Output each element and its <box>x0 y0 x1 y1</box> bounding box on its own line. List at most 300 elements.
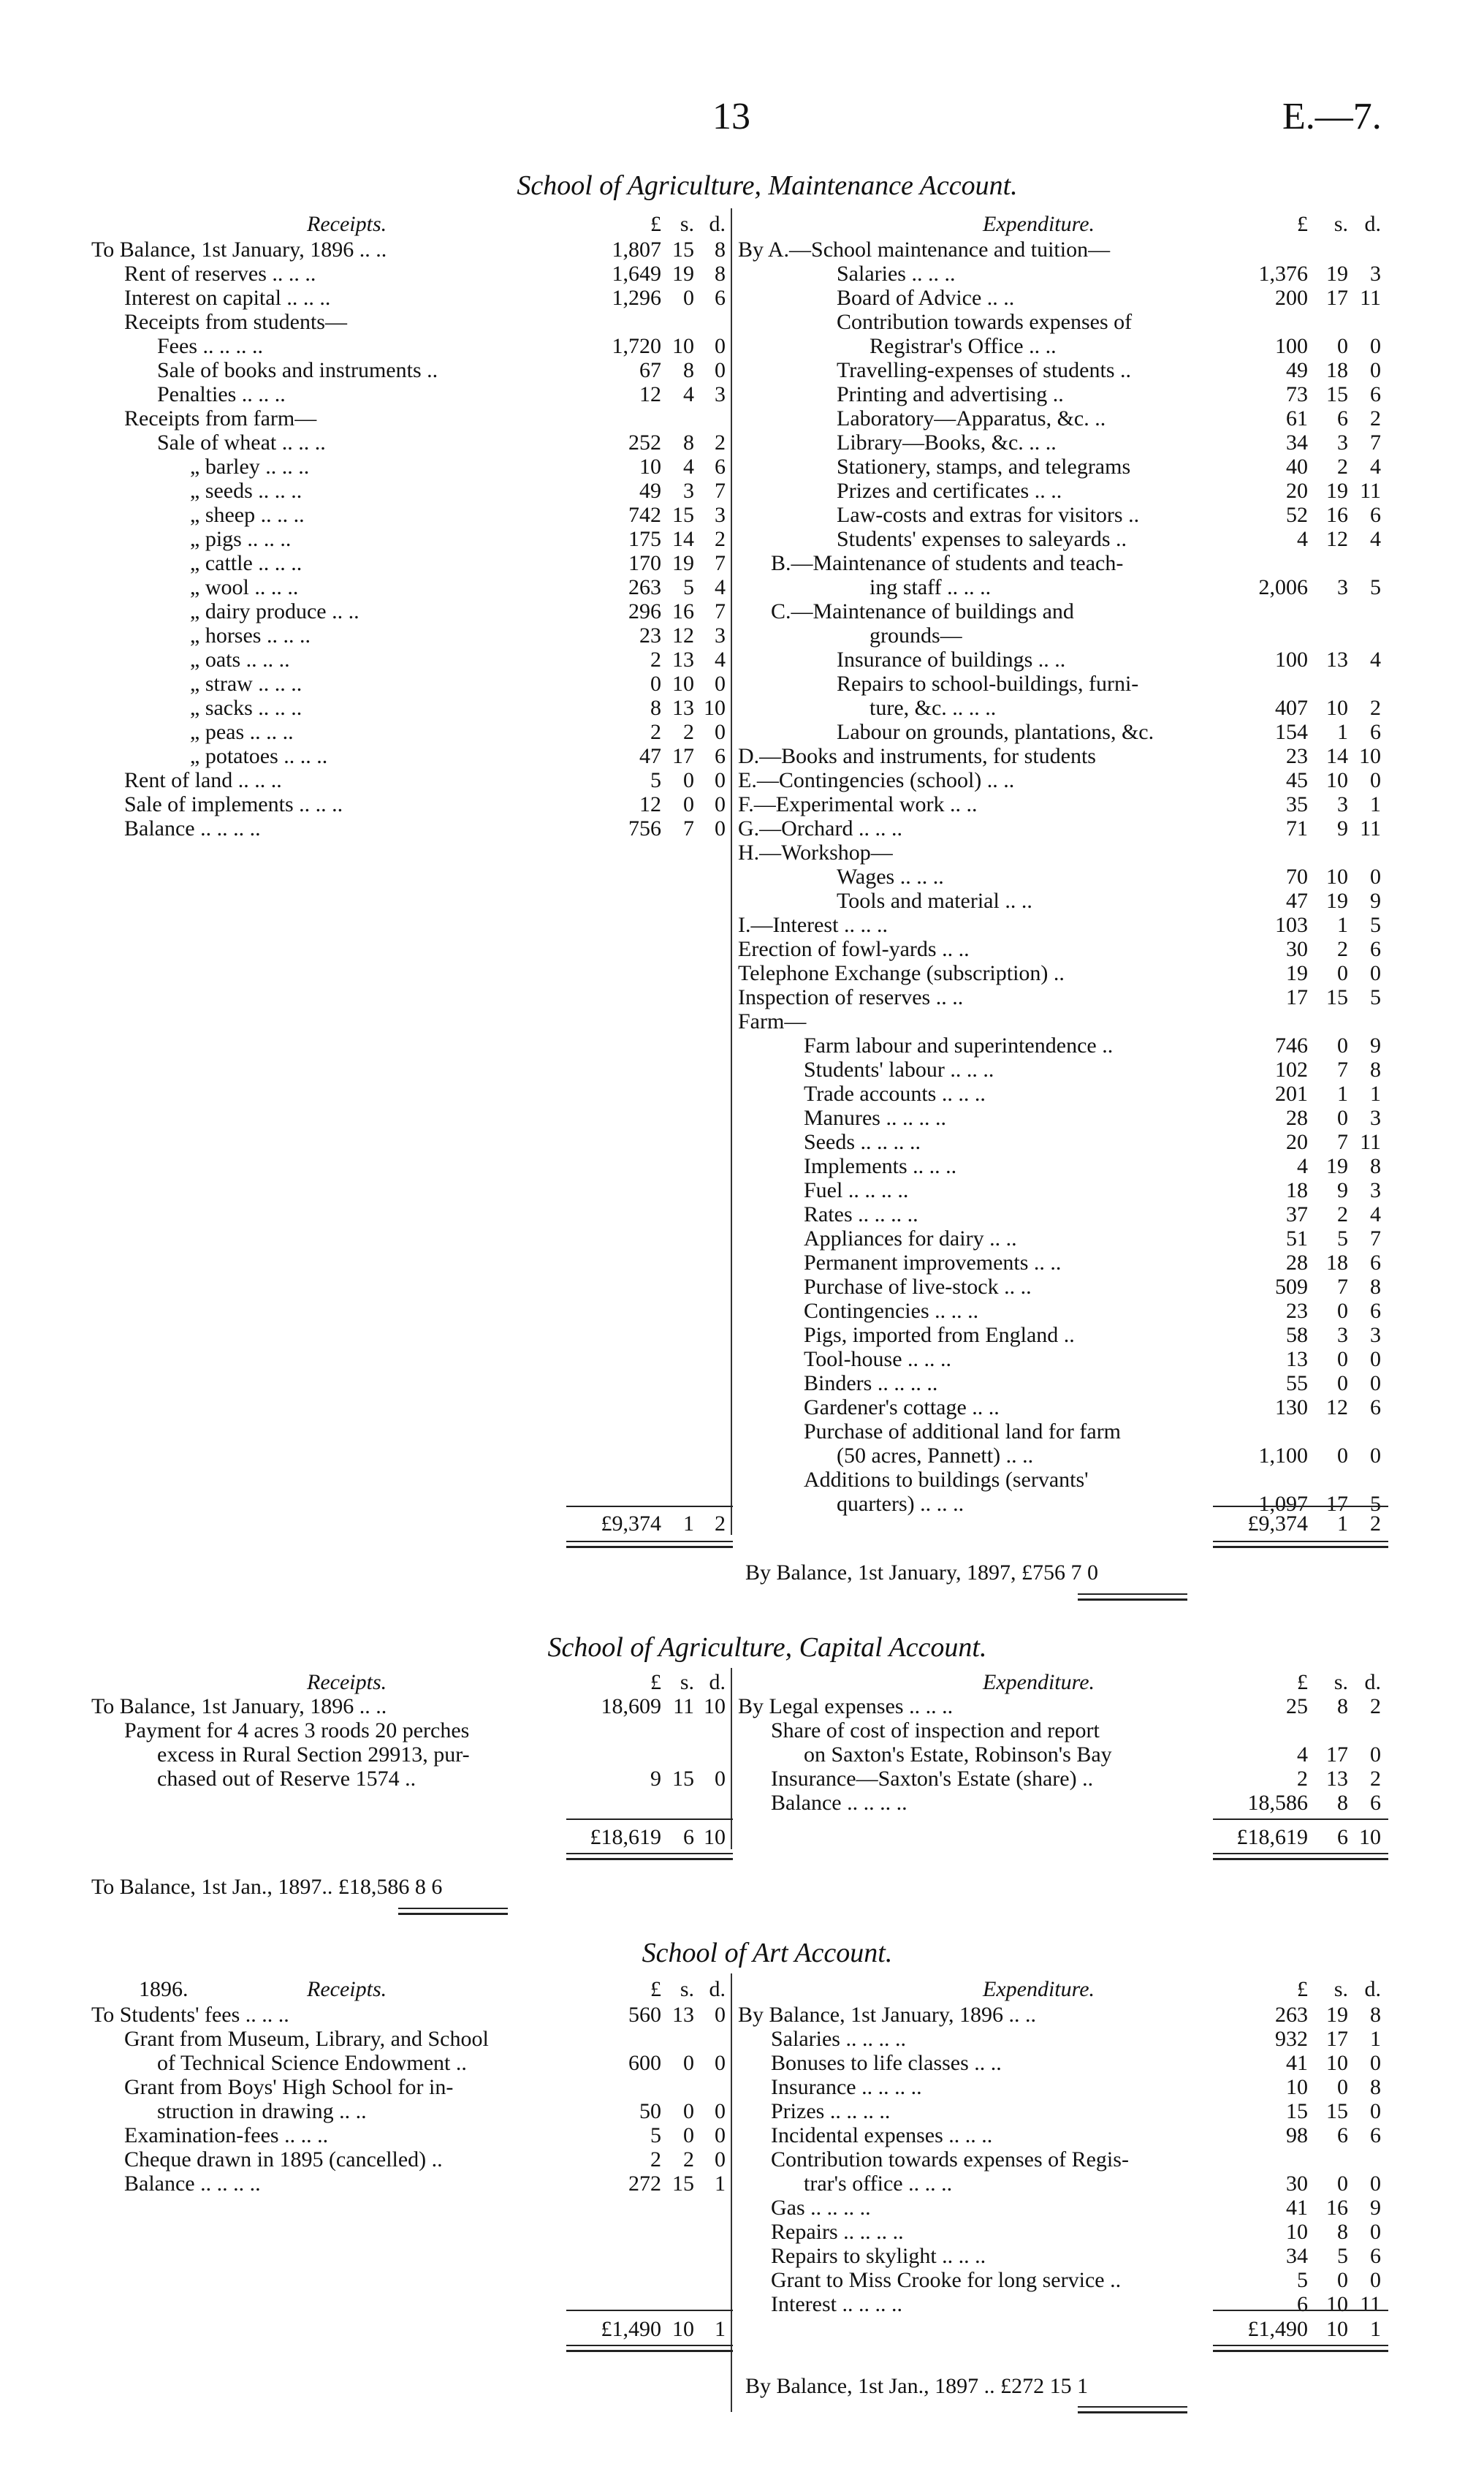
entry-label: Contingencies .. .. .. <box>804 1299 979 1323</box>
shillings-value: 1 <box>1337 1082 1348 1106</box>
shillings-value: 15 <box>1326 382 1348 406</box>
pounds-value: 2 <box>650 2147 661 2172</box>
expenditure-heading: Expenditure. <box>983 1670 1095 1694</box>
balance-carried-forward: By Balance, 1st Jan., 1897 .. £272 15 1 <box>745 2374 1089 2398</box>
pounds-value: 49 <box>639 479 661 503</box>
expenditure-heading: Expenditure. <box>983 1977 1095 2001</box>
section-title: School of Agriculture, Capital Account. <box>547 1632 987 1663</box>
pounds-value: 272 <box>628 2172 661 2196</box>
entry-label: Purchase of live-stock .. .. <box>804 1275 1032 1299</box>
shillings-value: 4 <box>683 382 694 406</box>
expenditure-heading: Expenditure. <box>983 212 1095 236</box>
entry-label: Appliances for dairy .. .. <box>804 1226 1017 1251</box>
ledger-row <box>738 575 1385 599</box>
ledger-row <box>738 792 1385 816</box>
shillings-value: 8 <box>1337 2220 1348 2244</box>
ledger-row <box>91 406 729 431</box>
total-pence: 1 <box>1370 2317 1381 2341</box>
entry-label: Interest on capital .. .. .. <box>124 286 331 310</box>
total-shillings: 1 <box>683 1512 694 1536</box>
pence-value: 4 <box>715 575 726 599</box>
ledger-row <box>738 1299 1385 1323</box>
entry-label: C.—Maintenance of buildings and <box>771 599 1074 623</box>
total-pence: 2 <box>715 1512 726 1536</box>
pounds-value: 28 <box>1286 1251 1308 1275</box>
ledger-row <box>91 334 729 358</box>
shillings-value: 15 <box>1326 985 1348 1009</box>
shillings-value: 8 <box>683 431 694 455</box>
ledger-row <box>91 744 729 768</box>
pence-value: 3 <box>715 382 726 406</box>
shillings-value: 7 <box>1337 1130 1348 1154</box>
receipts-heading: Receipts. <box>307 1977 387 2001</box>
entry-label: Law-costs and extras for visitors .. <box>837 503 1140 527</box>
entry-label: „ wool .. .. .. <box>190 575 299 599</box>
section-title: School of Agriculture, Maintenance Account. <box>517 170 1018 201</box>
pounds-value: 560 <box>628 2003 661 2027</box>
shillings-value: 8 <box>683 358 694 382</box>
ledger-row <box>738 1694 1385 1718</box>
shillings-value: 16 <box>672 599 694 623</box>
shillings-value: 0 <box>1337 334 1348 358</box>
pence-value: 3 <box>715 623 726 648</box>
balance-double-rule <box>1078 1593 1187 1601</box>
entry-label: Gas .. .. .. .. <box>771 2196 871 2220</box>
pence-value: 4 <box>1370 1202 1381 1226</box>
total-rule <box>1213 1818 1388 1820</box>
entry-label: By Legal expenses .. .. .. <box>738 1694 954 1718</box>
entry-label: Farm labour and superintendence .. <box>804 1034 1114 1058</box>
pence-value: 0 <box>1370 2172 1381 2196</box>
entry-label: „ straw .. .. .. <box>190 672 302 696</box>
ledger-row <box>738 865 1385 889</box>
pence-value: 10 <box>1359 744 1381 768</box>
total-shillings: 1 <box>1337 1512 1348 1536</box>
pounds-value: 9 <box>650 1767 661 1791</box>
pence-value: 1 <box>1370 2027 1381 2051</box>
pence-value: 0 <box>715 2099 726 2123</box>
pounds-value: 756 <box>628 816 661 841</box>
total-double-rule <box>566 2345 733 2352</box>
receipts-list <box>91 2003 729 2196</box>
ledger-row <box>738 623 1385 648</box>
entry-label: Board of Advice .. .. <box>837 286 1015 310</box>
entry-label: H.—Workshop— <box>738 841 893 865</box>
entry-label: To Balance, 1st January, 1896 .. .. <box>91 238 387 262</box>
pounds-value: 23 <box>639 623 661 648</box>
pounds-value: 1,376 <box>1258 262 1308 286</box>
pounds-value: 100 <box>1275 334 1308 358</box>
pence-value: 7 <box>1370 1226 1381 1251</box>
total-pounds: £9,374 <box>601 1512 661 1536</box>
entry-label: Contribution towards expenses of <box>837 310 1133 334</box>
ledger-row <box>91 696 729 720</box>
ledger-row <box>738 2220 1385 2244</box>
ledger-row <box>738 310 1385 334</box>
ledger-row <box>91 768 729 792</box>
entry-label: Payment for 4 acres 3 roods 20 perches <box>124 1718 470 1742</box>
pounds-value: 73 <box>1286 382 1308 406</box>
pence-value: 3 <box>1370 1178 1381 1202</box>
pounds-value: 28 <box>1286 1106 1308 1130</box>
shillings-value: 12 <box>1326 527 1348 551</box>
pence-value: 9 <box>1370 2196 1381 2220</box>
ledger-row <box>738 2196 1385 2220</box>
total-pounds: £18,619 <box>1236 1825 1308 1849</box>
shillings-value: 17 <box>1326 286 1348 310</box>
pounds-value: 100 <box>1275 648 1308 672</box>
pounds-value: 6 <box>1297 2292 1308 2316</box>
entry-label: Purchase of additional land for farm <box>804 1419 1122 1444</box>
shillings-value: 5 <box>1337 2244 1348 2268</box>
pounds-value: 13 <box>1286 1347 1308 1371</box>
entry-label: Permanent improvements .. .. <box>804 1251 1062 1275</box>
shillings-value: 0 <box>683 792 694 816</box>
entry-label: Share of cost of inspection and report <box>771 1718 1100 1742</box>
ledger-row <box>738 455 1385 479</box>
entry-label: Sale of books and instruments .. <box>157 358 438 382</box>
shillings-value: 11 <box>673 1694 694 1718</box>
shillings-value: 19 <box>1326 262 1348 286</box>
pence-value: 0 <box>1370 961 1381 985</box>
shillings-value: 18 <box>1326 358 1348 382</box>
pence-column-heading: d. <box>1364 212 1381 236</box>
shillings-value: 2 <box>1337 937 1348 961</box>
entry-label: Farm— <box>738 1009 807 1034</box>
ledger-row <box>91 792 729 816</box>
ledger-row <box>91 648 729 672</box>
pence-value: 1 <box>715 2172 726 2196</box>
ledger-row <box>738 1202 1385 1226</box>
pence-value: 8 <box>1370 2003 1381 2027</box>
total-rule <box>1213 2310 1388 2311</box>
ledger-row <box>738 262 1385 286</box>
pence-value: 0 <box>715 334 726 358</box>
receipts-list <box>91 1694 729 1791</box>
pence-value: 2 <box>1370 406 1381 431</box>
entry-label: Tools and material .. .. <box>837 889 1032 913</box>
pounds-value: 50 <box>639 2099 661 2123</box>
entry-label: Rent of land .. .. .. <box>124 768 282 792</box>
pounds-value: 742 <box>628 503 661 527</box>
entry-label: trar's office .. .. .. <box>804 2172 953 2196</box>
ledger-row <box>91 2147 729 2172</box>
pence-value: 6 <box>1370 1251 1381 1275</box>
total-pence: 10 <box>1359 1825 1381 1849</box>
entry-label: Fees .. .. .. .. <box>157 334 263 358</box>
ledger-row <box>91 816 729 841</box>
pence-value: 5 <box>1370 575 1381 599</box>
entry-label: Prizes and certificates .. .. <box>837 479 1062 503</box>
entry-label: By Balance, 1st January, 1896 .. .. <box>738 2003 1036 2027</box>
pence-value: 0 <box>715 816 726 841</box>
shillings-value: 13 <box>672 648 694 672</box>
ledger-row <box>738 431 1385 455</box>
shillings-value: 2 <box>683 720 694 744</box>
ledger-row <box>738 2075 1385 2099</box>
pence-value: 2 <box>1370 1694 1381 1718</box>
ledger-row <box>738 1154 1385 1178</box>
ledger-row <box>738 2051 1385 2075</box>
pounds-value: 41 <box>1286 2051 1308 2075</box>
pence-value: 2 <box>1370 696 1381 720</box>
ledger-row <box>91 672 729 696</box>
ledger-row <box>91 2172 729 2196</box>
pence-value: 0 <box>1370 1371 1381 1395</box>
entry-label: Penalties .. .. .. <box>157 382 286 406</box>
pence-value: 8 <box>1370 1058 1381 1082</box>
pounds-column-heading: £ <box>1297 1977 1308 2001</box>
total-shillings: 10 <box>1326 2317 1348 2341</box>
ledger-row <box>738 768 1385 792</box>
entry-label: To Balance, 1st January, 1896 .. .. <box>91 1694 387 1718</box>
pounds-value: 19 <box>1286 961 1308 985</box>
entry-label: E.—Contingencies (school) .. .. <box>738 768 1015 792</box>
pence-value: 11 <box>1360 816 1381 841</box>
entry-label: Interest .. .. .. .. <box>771 2292 902 2316</box>
shillings-value: 8 <box>1337 1791 1348 1815</box>
ledger-row <box>738 1468 1385 1492</box>
pounds-column-heading: £ <box>650 1977 661 2001</box>
pence-value: 2 <box>1370 1767 1381 1791</box>
entry-label: grounds— <box>870 623 962 648</box>
entry-label: Seeds .. .. .. .. <box>804 1130 921 1154</box>
shillings-value: 19 <box>1326 479 1348 503</box>
shillings-value: 7 <box>1337 1275 1348 1299</box>
pence-value: 6 <box>1370 382 1381 406</box>
shillings-value: 10 <box>1326 768 1348 792</box>
balance-double-rule <box>398 1908 508 1915</box>
receipts-heading: Receipts. <box>307 1670 387 1694</box>
ledger-row <box>91 1767 729 1791</box>
entry-label: Grant to Miss Crooke for long service .. <box>771 2268 1122 2292</box>
pounds-value: 49 <box>1286 358 1308 382</box>
pounds-value: 55 <box>1286 1371 1308 1395</box>
ledger-row <box>91 310 729 334</box>
shillings-column-heading: s. <box>1333 212 1348 236</box>
entry-label: Labour on grounds, plantations, &c. <box>837 720 1154 744</box>
pounds-value: 4 <box>1297 1154 1308 1178</box>
pounds-value: 35 <box>1286 792 1308 816</box>
pounds-value: 170 <box>628 551 661 575</box>
ledger-row <box>738 1082 1385 1106</box>
ledger-row <box>738 2147 1385 2172</box>
pence-value: 0 <box>715 720 726 744</box>
pounds-value: 61 <box>1286 406 1308 431</box>
pounds-value: 20 <box>1286 479 1308 503</box>
entry-label: Prizes .. .. .. .. <box>771 2099 891 2123</box>
entry-label: I.—Interest .. .. .. <box>738 913 888 937</box>
ledger-row <box>91 286 729 310</box>
ledger-row <box>738 527 1385 551</box>
pounds-value: 51 <box>1286 1226 1308 1251</box>
entry-label: quarters) .. .. .. <box>837 1492 964 1516</box>
ledger-row <box>738 1371 1385 1395</box>
pence-value: 11 <box>1360 479 1381 503</box>
ledger-row <box>738 672 1385 696</box>
ledger-row <box>738 1034 1385 1058</box>
entry-label: By A.—School maintenance and tuition— <box>738 238 1111 262</box>
pence-value: 8 <box>1370 1275 1381 1299</box>
entry-label: ing staff .. .. .. <box>870 575 992 599</box>
pounds-value: 45 <box>1286 768 1308 792</box>
total-double-rule <box>1213 2345 1388 2352</box>
pounds-value: 2,006 <box>1258 575 1308 599</box>
pounds-value: 23 <box>1286 744 1308 768</box>
entry-label: Printing and advertising .. <box>837 382 1064 406</box>
total-rule <box>566 1506 733 1507</box>
ledger-row <box>738 889 1385 913</box>
ledger-row <box>738 479 1385 503</box>
shillings-value: 4 <box>683 455 694 479</box>
pounds-value: 25 <box>1286 1694 1308 1718</box>
pounds-value: 746 <box>1275 1034 1308 1058</box>
ledger-row <box>738 1275 1385 1299</box>
entry-label: Manures .. .. .. .. <box>804 1106 946 1130</box>
pence-value: 7 <box>715 599 726 623</box>
shillings-value: 1 <box>1337 720 1348 744</box>
pounds-value: 15 <box>1286 2099 1308 2123</box>
pounds-value: 12 <box>639 382 661 406</box>
entry-label: Balance .. .. .. .. <box>124 816 261 841</box>
entry-label: „ horses .. .. .. <box>190 623 311 648</box>
ledger-row <box>738 1009 1385 1034</box>
pence-value: 3 <box>1370 262 1381 286</box>
pence-value: 0 <box>715 2003 726 2027</box>
ledger-row <box>91 479 729 503</box>
shillings-column-heading: s. <box>680 212 694 236</box>
ledger-row <box>91 2051 729 2075</box>
total-rule <box>566 2310 733 2311</box>
pence-value: 0 <box>715 2051 726 2075</box>
balance-carried-forward: By Balance, 1st January, 1897, £756 7 0 <box>745 1560 1098 1585</box>
ledger-row <box>738 913 1385 937</box>
pence-value: 6 <box>1370 1791 1381 1815</box>
total-shillings: 10 <box>672 2317 694 2341</box>
pence-value: 0 <box>1370 768 1381 792</box>
entry-label: „ seeds .. .. .. <box>190 479 302 503</box>
entry-label: Rent of reserves .. .. .. <box>124 262 316 286</box>
pounds-value: 103 <box>1275 913 1308 937</box>
pounds-value: 47 <box>1286 889 1308 913</box>
entry-label: of Technical Science Endowment .. <box>157 2051 467 2075</box>
shillings-value: 0 <box>683 2099 694 2123</box>
entry-label: chased out of Reserve 1574 .. <box>157 1767 416 1791</box>
pence-value: 1 <box>1370 1082 1381 1106</box>
ledger-row <box>738 696 1385 720</box>
ledger-row <box>738 2003 1385 2027</box>
pence-value: 3 <box>1370 1323 1381 1347</box>
shillings-value: 0 <box>683 768 694 792</box>
entry-label: Fuel .. .. .. .. <box>804 1178 909 1202</box>
entry-label: Incidental expenses .. .. .. <box>771 2123 993 2147</box>
pounds-value: 2 <box>1297 1767 1308 1791</box>
pence-value: 0 <box>1370 865 1381 889</box>
shillings-value: 15 <box>1326 2099 1348 2123</box>
pounds-value: 1,720 <box>612 334 661 358</box>
ledger-row <box>738 1251 1385 1275</box>
shillings-value: 17 <box>1326 2027 1348 2051</box>
total-rule <box>1213 1506 1388 1507</box>
pence-value: 9 <box>1370 889 1381 913</box>
pounds-value: 20 <box>1286 1130 1308 1154</box>
account-year: 1896. <box>139 1977 189 2001</box>
expenditure-total <box>0 1825 1484 1850</box>
pounds-value: 1,097 <box>1258 1492 1308 1516</box>
pence-value: 3 <box>715 503 726 527</box>
pence-column-heading: d. <box>709 1670 726 1694</box>
entry-label: Receipts from students— <box>124 310 347 334</box>
shillings-value: 19 <box>1326 1154 1348 1178</box>
pounds-value: 4 <box>1297 527 1308 551</box>
shillings-value: 3 <box>1337 792 1348 816</box>
pounds-value: 2 <box>650 648 661 672</box>
pounds-value: 37 <box>1286 1202 1308 1226</box>
entry-label: „ pigs .. .. .. <box>190 527 292 551</box>
ledger-row <box>738 985 1385 1009</box>
shillings-value: 0 <box>1337 1347 1348 1371</box>
entry-label: Laboratory—Apparatus, &c. .. <box>837 406 1106 431</box>
expenditure-total <box>0 1512 1484 1536</box>
pounds-value: 1,296 <box>612 286 661 310</box>
entry-label: Cheque drawn in 1895 (cancelled) .. <box>124 2147 443 2172</box>
pounds-value: 1,100 <box>1258 1444 1308 1468</box>
pence-value: 0 <box>1370 358 1381 382</box>
pence-value: 6 <box>715 455 726 479</box>
pounds-value: 47 <box>639 744 661 768</box>
pence-column-heading: d. <box>1364 1670 1381 1694</box>
entry-label: Examination-fees .. .. .. <box>124 2123 329 2147</box>
entry-label: „ potatoes .. .. .. <box>190 744 328 768</box>
entry-label: Pigs, imported from England .. <box>804 1323 1075 1347</box>
pence-value: 10 <box>704 696 726 720</box>
ledger-row <box>91 1718 729 1742</box>
entry-label: Bonuses to life classes .. .. <box>771 2051 1002 2075</box>
pence-value: 5 <box>1370 1492 1381 1516</box>
entry-label: Receipts from farm— <box>124 406 317 431</box>
shillings-value: 6 <box>1337 2123 1348 2147</box>
pounds-value: 200 <box>1275 286 1308 310</box>
ledger-row <box>738 1130 1385 1154</box>
entry-label: Stationery, stamps, and telegrams <box>837 455 1131 479</box>
pence-value: 0 <box>1370 2099 1381 2123</box>
total-rule <box>566 1818 733 1820</box>
shillings-value: 0 <box>683 286 694 310</box>
pounds-value: 600 <box>628 2051 661 2075</box>
pounds-value: 18,609 <box>601 1694 661 1718</box>
ledger-row <box>91 575 729 599</box>
entry-label: Telephone Exchange (subscription) .. <box>738 961 1065 985</box>
pounds-value: 509 <box>1275 1275 1308 1299</box>
entry-label: „ sheep .. .. .. <box>190 503 305 527</box>
shillings-value: 3 <box>1337 431 1348 455</box>
shillings-value: 10 <box>1326 2051 1348 2075</box>
shillings-value: 0 <box>1337 1034 1348 1058</box>
balance-double-rule <box>1078 2406 1187 2413</box>
pence-value: 4 <box>1370 455 1381 479</box>
pence-value: 8 <box>1370 2075 1381 2099</box>
shillings-value: 16 <box>1326 503 1348 527</box>
shillings-value: 7 <box>1337 1058 1348 1082</box>
shillings-column-heading: s. <box>680 1670 694 1694</box>
section-title: School of Art Account. <box>642 1938 893 1968</box>
pence-value: 0 <box>1370 2268 1381 2292</box>
pence-value: 0 <box>715 1767 726 1791</box>
pounds-value: 407 <box>1275 696 1308 720</box>
shillings-value: 1 <box>1337 913 1348 937</box>
shillings-value: 12 <box>1326 1395 1348 1419</box>
pounds-value: 58 <box>1286 1323 1308 1347</box>
